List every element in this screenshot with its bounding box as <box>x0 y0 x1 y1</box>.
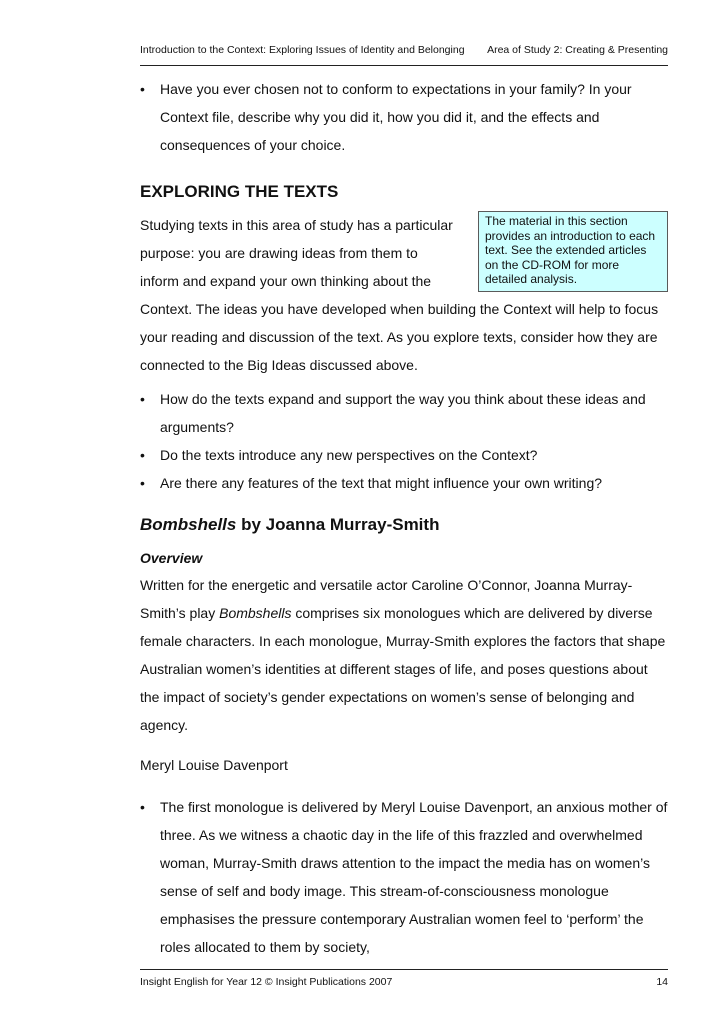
page-content <box>140 75 668 961</box>
footer-copyright: Insight English for Year 12 © Insight Publications 2007 <box>140 976 393 988</box>
overview-paragraph <box>140 571 668 739</box>
section-paragraph: Studying texts in this area of study has a particular purpose: you are drawing ideas from them to inform and expand your own thinking about the Context. The ideas you have developed when building the Context will help to focus your reading and discussion of the text. As you explore texts, consider how they are connected to the Big Ideas discussed above. <box>140 217 659 373</box>
question-list <box>140 385 668 497</box>
character-name: Meryl Louise Davenport <box>140 757 288 773</box>
callout-box: The material in this section provides an introduction to each text. See the extended articles on the CD-ROM for more detailed analysis. <box>478 211 668 292</box>
header-context-title: Introduction to the Context: Exploring Issues of Identity and Belonging <box>140 44 465 56</box>
header-rule <box>140 65 668 66</box>
text-heading <box>140 513 668 537</box>
page-number: 14 <box>656 976 668 988</box>
overview-text-end: comprises six monologues which are delivered by diverse female characters. In each monologue, Murray-Smith explores the factors that shape Australian women’s identities at different stages of life, and poses questions about the impact of society’s gender expectations on women’s sense of belonging and agency. <box>140 605 666 733</box>
overview-heading: Overview <box>140 550 203 566</box>
text-author: by Joanna Murray-Smith <box>236 515 440 534</box>
page-footer <box>140 976 668 988</box>
character-bullet: • The first monologue is delivered by Meryl Louise Davenport, an anxious mother of three. As we witness a chaotic day in the life of this frazzled and overwhelmed woman, Murray-Smith draws attention to the impact the media has on women’s sense of self and body image. This stream-of-consciousness monologue emphasises the pressure contemporary Australian women feel to ‘perform’ the roles allocated to them by society, <box>140 793 668 961</box>
section-block <box>140 211 668 379</box>
intro-bullet: • Have you ever chosen not to conform to expectations in your family? In your Context file, describe why you did it, how you did it, and the effects and consequences of your choice. <box>140 75 668 159</box>
overview-text-start: Written for the energetic and versatile actor Caroline O’Connor, Joanna Murray-Smith’s play <box>140 577 633 621</box>
header-area-of-study: Area of Study 2: Creating & Presenting <box>487 44 668 56</box>
question-item: • Do the texts introduce any new perspectives on the Context? <box>140 441 668 469</box>
question-item: • Are there any features of the text that might influence your own writing? <box>140 469 668 497</box>
question-item: • How do the texts expand and support the way you think about these ideas and arguments? <box>140 385 668 441</box>
section-heading: EXPLORING THE TEXTS <box>140 182 339 201</box>
text-title: Bombshells <box>140 515 237 534</box>
footer-rule <box>140 969 668 970</box>
page-header <box>140 44 668 56</box>
overview-play-title: Bombshells <box>219 605 292 621</box>
